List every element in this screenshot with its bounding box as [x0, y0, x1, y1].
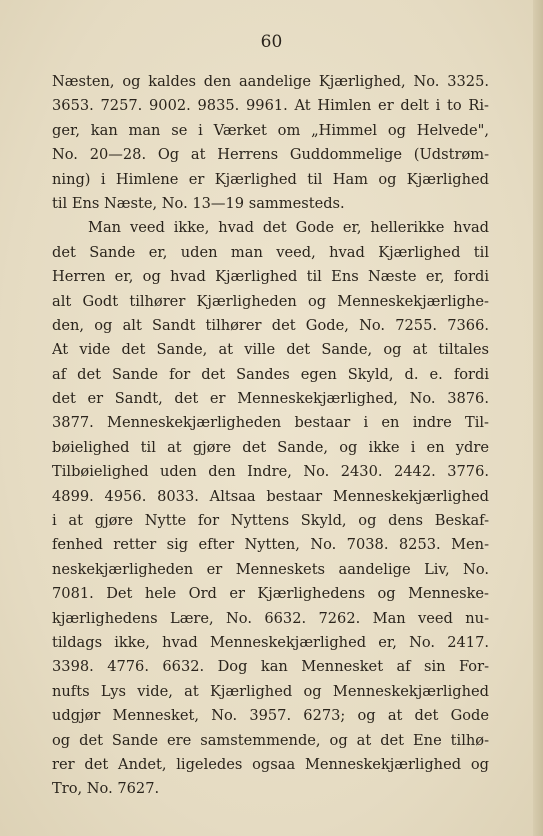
text-line: Tilbøielighed uden den Indre, No. 2430. 2442. 3776. [52, 463, 489, 481]
text-line: Herren er, og hvad Kjærlighed til Ens Næste er, fordi [52, 268, 489, 286]
text-line: 3653. 7257. 9002. 9835. 9961. At Himlen er delt i to Ri- [52, 97, 489, 115]
text-line: 3877. Menneskekjærligheden bestaar i en indre Til- [52, 414, 489, 432]
text-line: alt Godt tilhører Kjærligheden og Menneskekjærlighe- [52, 292, 489, 310]
body-text [52, 70, 489, 802]
text-line: og det Sande ere samstemmende, og at det Ene tilhø- [52, 731, 489, 749]
text-line: af det Sande for det Sandes egen Skyld, d. e. fordi [52, 365, 489, 383]
text-line: rer det Andet, ligeledes ogsaa Menneskekjærlighed og [52, 755, 489, 773]
text-line: den, og alt Sandt tilhører det Gode, No. 7255. 7366. [52, 316, 489, 334]
text-line: ger, kan man se i Værket om „Himmel og Helvede", [52, 121, 489, 139]
text-line: nufts Lys vide, at Kjærlighed og Menneskekjærlighed [52, 682, 489, 700]
paragraph-start-line: Man veed ikke, hvad det Gode er, hellerikke hvad [88, 219, 489, 237]
text-line: neskekjærligheden er Menneskets aandelige Liv, No. [52, 560, 489, 578]
text-line: No. 20—28. Og at Herrens Guddommelige (Udstrøm- [52, 146, 489, 164]
page-spine-shadow [533, 0, 543, 836]
text-line: 3398. 4776. 6632. Dog kan Mennesket af sin For- [52, 658, 489, 676]
text-line: det er Sandt, det er Menneskekjærlighed, No. 3876. [52, 390, 489, 408]
text-line: Tro, No. 7627. [52, 780, 160, 798]
text-line: fenhed retter sig efter Nytten, No. 7038. 8253. Men- [52, 536, 489, 554]
text-line: kjærlighedens Lære, No. 6632. 7262. Man veed nu- [52, 609, 489, 627]
text-line: ning) i Himlene er Kjærlighed til Ham og Kjærlighed [52, 170, 489, 188]
text-line: bøielighed til at gjøre det Sande, og ikke i en ydre [52, 438, 489, 456]
text-line: i at gjøre Nytte for Nyttens Skyld, og dens Beskaf- [52, 512, 489, 530]
text-line: 7081. Det hele Ord er Kjærlighedens og Menneske- [52, 585, 489, 603]
text-line: udgjør Mennesket, No. 3957. 6273; og at det Gode [52, 707, 489, 725]
text-line: det Sande er, uden man veed, hvad Kjærlighed til [52, 243, 489, 261]
text-line: tildags ikke, hvad Menneskekjærlighed er, No. 2417. [52, 633, 489, 651]
page-number: 60 [260, 32, 283, 52]
text-line: At vide det Sande, at ville det Sande, og at tiltales [52, 341, 489, 359]
text-line: Næsten, og kaldes den aandelige Kjærlighed, No. 3325. [52, 73, 489, 90]
text-line: til Ens Næste, No. 13—19 sammesteds. [52, 194, 345, 212]
text-line: 4899. 4956. 8033. Altsaa bestaar Menneskekjærlighed [52, 487, 489, 505]
